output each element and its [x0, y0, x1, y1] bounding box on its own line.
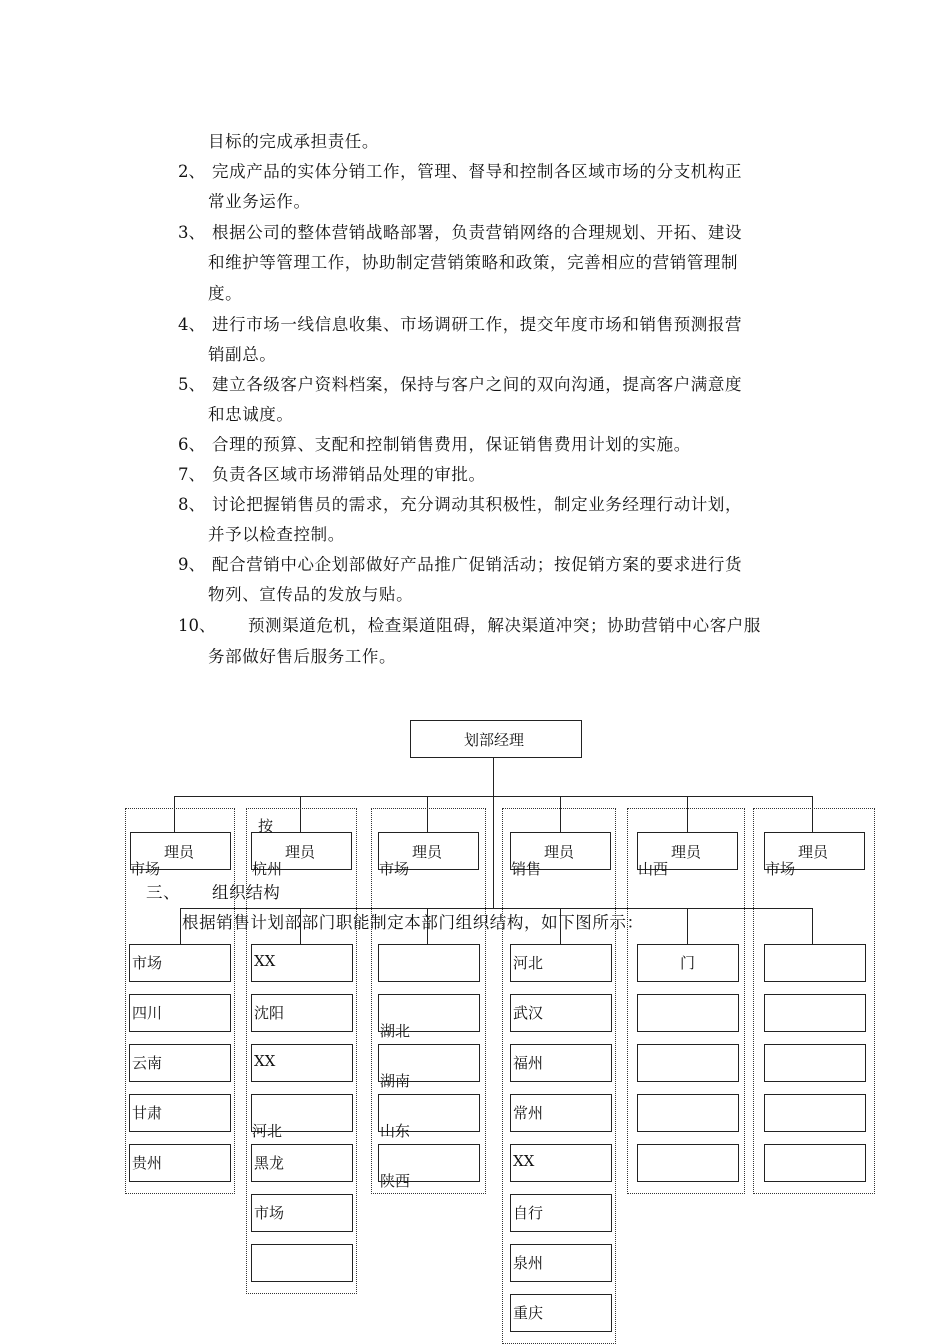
region-box [764, 1144, 866, 1182]
item-number: 5、 [178, 375, 205, 394]
region-label: 市场 [132, 954, 163, 972]
region-box [251, 1144, 353, 1182]
text-line: 根据公司的整体营销战略部署，负责营销网络的合理规划、开拓、建设 [212, 223, 743, 242]
region-label: 武汉 [513, 1004, 544, 1022]
text-line: 并予以检查控制。 [208, 525, 345, 544]
region-box [251, 1244, 353, 1282]
text-line: 进行市场一线信息收集、市场调研工作，提交年度市场和销售预测报营 [212, 315, 743, 334]
item-number: 6、 [178, 435, 205, 454]
stray-label: 湖北 [380, 1022, 411, 1040]
item-number: 3、 [178, 223, 205, 242]
text-line: 务部做好售后服务工作。 [208, 647, 397, 666]
stray-label: 销售 [511, 860, 542, 878]
text-line: 度。 [208, 284, 243, 303]
text-line: 合理的预算、支配和控制销售费用，保证销售费用计划的实施。 [212, 435, 691, 454]
item-number: 2、 [178, 162, 205, 181]
stray-label: 市场 [765, 860, 796, 878]
region-label: 沈阳 [254, 1004, 285, 1022]
stray-label: 杭州 [252, 860, 283, 878]
manager-label: 理员 [285, 843, 316, 861]
region-box [251, 1044, 353, 1082]
region-box [510, 944, 612, 982]
text-line: 完成产品的实体分销工作，管理、督导和控制各区域市场的分支机构正 [212, 162, 743, 181]
stray-label: 山东 [380, 1122, 411, 1140]
text-line: 建立各级客户资料档案，保持与客户之间的双向沟通，提高客户满意度 [212, 375, 743, 394]
region-label: 四川 [132, 1004, 163, 1022]
text-line: 预测渠道危机，检查渠道阻碍，解决渠道冲突；协助营销中心客户服 [248, 616, 761, 635]
connector-line [493, 758, 494, 908]
region-box [764, 994, 866, 1032]
region-box [378, 944, 480, 982]
region-box [764, 944, 866, 982]
region-box [129, 1044, 231, 1082]
region-label: 云南 [132, 1054, 163, 1072]
top-manager-label: 划部经理 [464, 731, 525, 749]
text-line: 常业务运作。 [208, 192, 311, 211]
region-box [510, 1094, 612, 1132]
section-intro: 根据销售计划部部门职能制定本部门组织结构，如下图所示： [182, 913, 644, 932]
text-line: 目标的完成承担责任。 [208, 132, 379, 151]
region-box [637, 944, 739, 982]
region-label: 贵州 [132, 1154, 163, 1172]
stray-label: 陕西 [380, 1172, 411, 1190]
text-line: 销副总。 [208, 345, 277, 364]
region-label: 重庆 [513, 1304, 544, 1322]
stray-label: 市场 [130, 860, 161, 878]
manager-label: 理员 [164, 843, 195, 861]
region-label: 门 [680, 954, 696, 972]
manager-label: 理员 [412, 843, 443, 861]
item-number: 8、 [178, 495, 205, 514]
region-box [251, 1194, 353, 1232]
manager-label: 理员 [671, 843, 702, 861]
text-line: 配合营销中心企划部做好产品推广促销活动；按促销方案的要求进行货 [212, 555, 743, 574]
region-box [510, 994, 612, 1032]
text-line: 负责各区域市场滞销品处理的审批。 [212, 465, 486, 484]
region-box [129, 1094, 231, 1132]
region-box [129, 1144, 231, 1182]
item-number: 7、 [178, 465, 205, 484]
region-label: XX [254, 952, 276, 970]
region-box [637, 1044, 739, 1082]
text-line: 和维护等管理工作，协助制定营销策略和政策，完善相应的营销管理制 [208, 253, 739, 272]
region-box [510, 1244, 612, 1282]
region-label: XX [513, 1152, 535, 1170]
region-box [251, 944, 353, 982]
section-number: 三、 [146, 883, 181, 902]
text-line: 和忠诚度。 [208, 405, 294, 424]
region-box [764, 1044, 866, 1082]
region-box [251, 994, 353, 1032]
item-number: 10、 [178, 616, 216, 635]
stray-label: 湖南 [380, 1072, 411, 1090]
region-box [510, 1194, 612, 1232]
region-label: 自行 [513, 1204, 544, 1222]
region-box [637, 1144, 739, 1182]
section-heading: 组织结构 [212, 883, 281, 902]
region-label: 常州 [513, 1104, 544, 1122]
region-label: 甘肃 [132, 1104, 163, 1122]
region-label: XX [254, 1052, 276, 1070]
region-box [637, 1094, 739, 1132]
region-box [764, 1094, 866, 1132]
item-number: 4、 [178, 315, 205, 334]
stray-label: 山西 [638, 860, 669, 878]
region-box [129, 944, 231, 982]
stray-label: 河北 [252, 1122, 283, 1140]
text-line: 物列、宣传品的发放与贴。 [208, 585, 414, 604]
region-box [637, 994, 739, 1032]
stray-label: 按 [258, 817, 274, 835]
stray-label: 市场 [379, 860, 410, 878]
region-box [510, 1294, 612, 1332]
top-manager-box [410, 720, 582, 758]
manager-label: 理员 [798, 843, 829, 861]
region-label: 福州 [513, 1054, 544, 1072]
region-label: 市场 [254, 1204, 285, 1222]
item-number: 9、 [178, 555, 205, 574]
region-box [510, 1144, 612, 1182]
region-box [129, 994, 231, 1032]
region-label: 黑龙 [254, 1154, 285, 1172]
region-label: 泉州 [513, 1254, 544, 1272]
region-box [510, 1044, 612, 1082]
text-line: 讨论把握销售员的需求，充分调动其积极性，制定业务经理行动计划， [212, 495, 743, 514]
region-label: 河北 [513, 954, 544, 972]
connector-line [174, 796, 812, 797]
manager-label: 理员 [544, 843, 575, 861]
